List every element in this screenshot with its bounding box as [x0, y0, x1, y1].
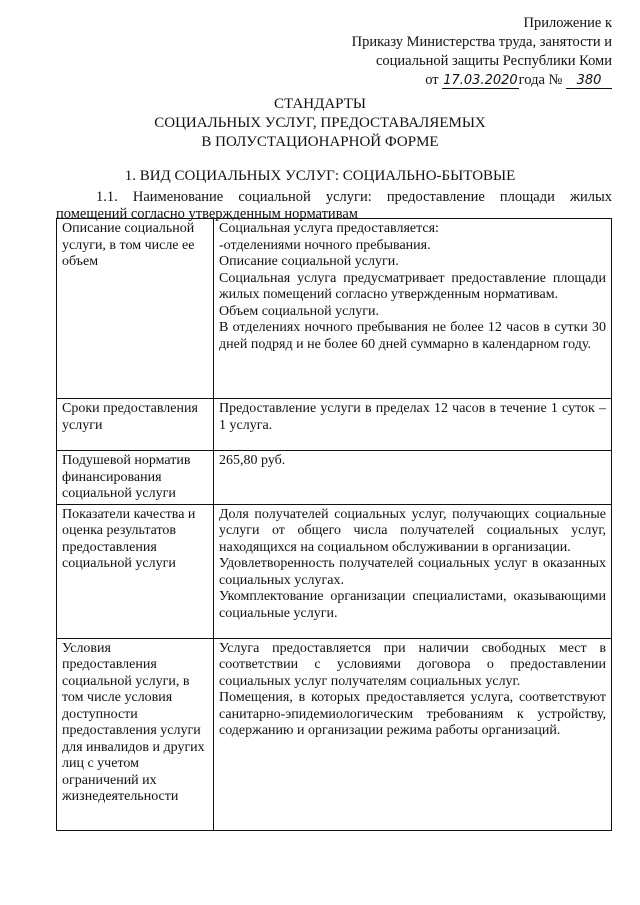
row-paragraph: Предоставление услуги в пределах 12 часов в течение 1 суток – 1 услуга.	[219, 401, 606, 433]
table-row	[57, 504, 612, 638]
row-label: Показатели качества и оценка результатов предоставления социальной услуги	[57, 504, 214, 638]
row-paragraph: Доля получателей социальных услуг, получающих социальные услуги от общего числа получателей социальных услуг, находящихся на социальном обслуживании в организации.	[219, 506, 606, 555]
row-label: Сроки предоставления услуги	[57, 399, 214, 451]
row-paragraph: Удовлетворенность получателей социальных услуг в оказанных социальных услугах.	[219, 556, 606, 588]
appendix-line-1: Приложение к	[523, 15, 612, 31]
title-line-3: В ПОЛУСТАЦИОНАРНОЙ ФОРМЕ	[201, 134, 439, 150]
row-paragraph: Социальная услуга предоставляется:	[219, 221, 439, 236]
row-paragraph: Описание социальной услуги.	[219, 254, 399, 269]
title-line-1: СТАНДАРТЫ	[274, 96, 366, 112]
appendix-from: от	[425, 72, 439, 88]
table-row	[57, 399, 612, 451]
appendix-date: 17.03.2020	[443, 73, 518, 88]
appendix-block	[352, 14, 612, 90]
row-paragraph: Социальная услуга предусматривает предоставление площади жилых помещений согласно утвержденным нормативам.	[219, 270, 606, 302]
row-content	[214, 638, 612, 830]
row-paragraph: 265,80 руб.	[219, 453, 286, 468]
row-paragraph: Объем социальной услуги.	[219, 303, 380, 319]
table-row	[57, 219, 612, 399]
service-name-text: 1.1. Наименование социальной услуги: предоставление площади жилых помещений согласно утвержденным нормативам	[56, 189, 612, 222]
service-standard-table	[56, 218, 612, 831]
row-content	[214, 504, 612, 638]
row-paragraph: Услуга предоставляется при наличии свободных мест в соответствии с условиями договора о предоставлении социальных услуг получателям социальных услуг.	[219, 640, 606, 689]
row-label: Условия предоставления социальной услуги, в том числе условия доступности предоставления услуги для инвалидов и других лиц с учетом ограничений их жизнедеятельности	[57, 638, 214, 830]
appendix-date-line	[352, 71, 612, 90]
appendix-line-2: Приказу Министерства труда, занятости и	[351, 34, 612, 50]
row-content	[214, 399, 612, 451]
row-paragraph: Помещения, в которых предоставляется услуга, соответствуют санитарно-эпидемиологическим требованиям к устройству, содержанию и организации режима работы организаций.	[219, 690, 606, 738]
row-paragraph: В отделениях ночного пребывания не более 12 часов в сутки 30 дней подряд и не более 60 дней суммарно в календарном году.	[219, 320, 606, 352]
row-paragraph: -отделениями ночного пребывания.	[219, 237, 431, 253]
title-line-2: СОЦИАЛЬНЫХ УСЛУГ, ПРЕДОСТАВАЛЯЕМЫХ	[154, 115, 486, 131]
row-content	[214, 219, 612, 399]
row-label: Подушевой норматив финансирования социальной услуги	[57, 451, 214, 505]
section-heading: 1. ВИД СОЦИАЛЬНЫХ УСЛУГ: СОЦИАЛЬНО-БЫТОВЫЕ	[124, 168, 516, 184]
appendix-line-3: социальной защиты Республики Коми	[375, 53, 612, 69]
row-label: Описание социальной услуги, в том числе ее объем	[57, 219, 214, 399]
appendix-number: 380	[566, 74, 612, 89]
table-row	[57, 451, 612, 505]
table-row	[57, 638, 612, 830]
document-title	[0, 95, 640, 152]
row-paragraph: Укомплектование организации специалистами, оказывающими социальные услуги.	[219, 589, 606, 621]
row-content	[214, 451, 612, 505]
appendix-year-suffix: года №	[518, 72, 563, 88]
